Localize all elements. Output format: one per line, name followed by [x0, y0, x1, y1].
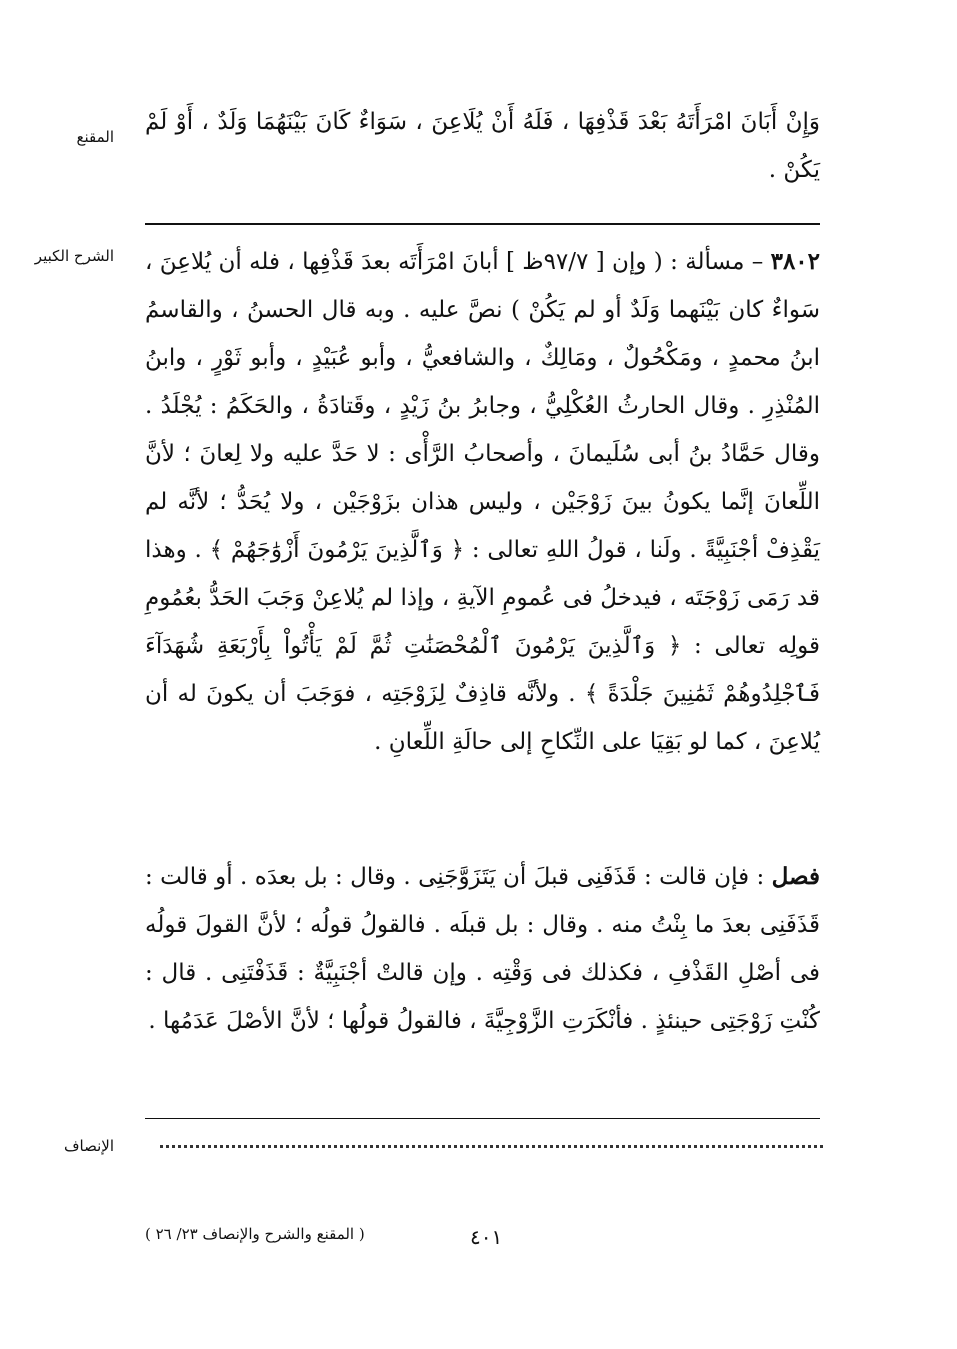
issue-text: – مسألة : ( وإن [ ٩٧/٧ظ ] أبانَ امْرَأَتَه بعدَ قَذْفِها ، فله أن يُلاعِنَ ، سَواءٌ كان بَيْنَهما وَلَدٌ أو لم يَكُنْ ) نصَّ عليه . وبه قال الحسنُ ، والقاسمُ ابنُ محمدٍ ، ومَكْحُولٌ ، ومَالِكٌ ، والشافعيُّ ، وأبو عُبَيْدٍ ، وأبو ثَوْرٍ ، وابنُ المُنْذِرِ . وقال الحارثُ العُكْلِيُّ ، وجابرُ بنُ زَيْدٍ ، وقَتادَةُ ، والحَكَمُ : يُجْلَدُ . وقال حَمَّادُ بنُ أبى سُلَيمانَ ، وأصحابُ الرَّأْى : لا حَدَّ عليه ولا لِعانَ ؛ لأنَّ اللِّعانَ إنَّما يكونُ بينَ زَوْجَيْن ، وليس هذان بزَوْجَيْن ، ولا يُحَدُّ ؛ لأنَّه لم يَقْذِفْ أجْنَبِيَّةً . ولَنا ، قولُ اللهِ تعالى : ﴿ وَٱلَّذِينَ يَرْمُونَ أَزْوَٰجَهُمْ ﴾ . وهذا قد رَمَى زَوْجَتَه ، فيدخلُ فى عُمومِ الآيةِ ، وإذا لم يُلاعِنْ وَجَبَ الحَدُّ بعُمُومِ قولِه تعالى : ﴿ وَٱلَّذِينَ يَرْمُونَ ٱلْمُحْصَنَٰتِ ثُمَّ لَمْ يَأْتُواْ بِأَرْبَعَةِ شُهَدَآءَ فَٱجْلِدُوهُمْ ثَمَٰنِينَ جَلْدَةً ﴾ . ولأنَّه قاذِفٌ لِزَوْجَتِه ، فوَجَبَ أن يكونَ له أن يُلاعِنَ ، كما لو بَقِيَا على النِّكاحِ إلى حالَةِ اللِّعانِ . [145, 249, 820, 755]
issue-number: ٣٨٠٢ [770, 248, 821, 275]
sharh-text [145, 238, 820, 766]
label-insaf: الإنصاف [63, 1137, 114, 1155]
fasl-paragraph [145, 853, 820, 1045]
label-muqni: المقنع [76, 128, 114, 146]
sharh-paragraph [145, 238, 820, 766]
muqni-text [145, 98, 820, 194]
fasl-body: : فإن قالت : قَذَفَنِى قبلَ أن يَتَزَوَّجَنِى . وقال : بل بعدَه . أو قالت : قَذَفَنِى بعدَ ما بِنْتُ منه . وقال : بل قبلَه . فالقولُ قولُه ؛ لأنَّ القولَ قولُه فى أصْلِ القَذْفِ ، فكذلك فى وَقْتِه . وإن قالتْ أجْنَبِيَّةٌ : قَذَفْتَنِى . قال : كُنْتِ زَوْجَتِى حينئذٍ . فأنْكَرَتِ الزَّوْجِيَّةَ ، فالقولُ قولُها ؛ لأنَّ الأصْلَ عَدَمُها . [145, 864, 820, 1034]
section-divider [145, 223, 820, 225]
fasl-text [145, 853, 820, 1045]
insaf-dotted-line [160, 1135, 823, 1148]
page-number: ٤٠١ [470, 1225, 503, 1249]
fasl-heading: فصل [771, 863, 820, 890]
label-sharh: الشرح الكبير [34, 247, 114, 265]
muqni-paragraph: وَإِنْ أَبَانَ امْرَأَتَهُ بَعْدَ قَذْفِهَا ، فَلَهُ أَنْ يُلَاعِنَ ، سَوَاءٌ كَانَ بَيْنَهُمَا وَلَدٌ ، أَوْ لَمْ يَكُنْ . [145, 109, 820, 183]
insaf-divider [145, 1118, 820, 1119]
source-reference: ( المقنع والشرح والإنصاف ٢٣/ ٢٦ ) [145, 1225, 365, 1243]
